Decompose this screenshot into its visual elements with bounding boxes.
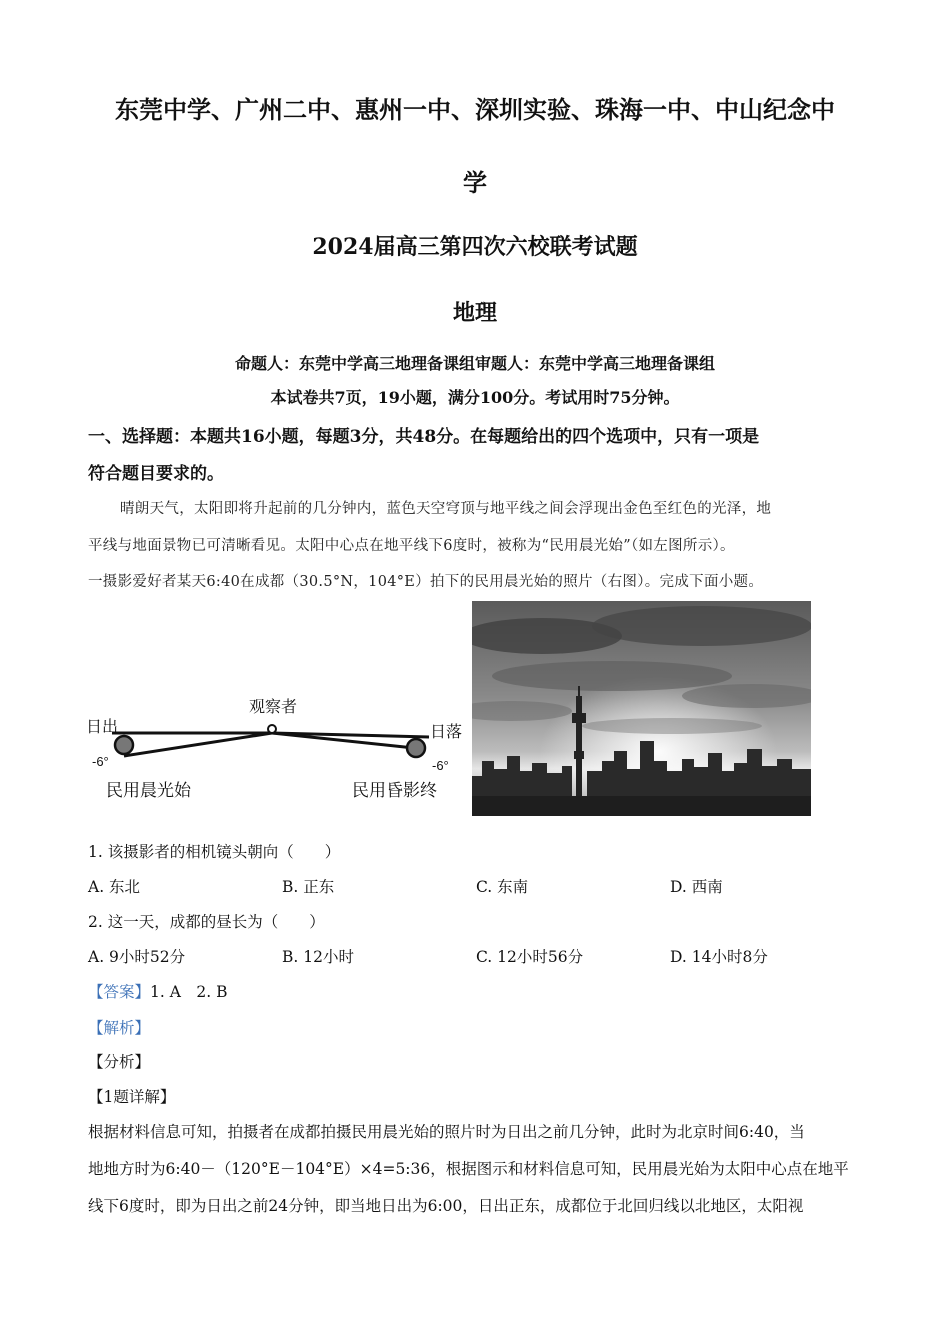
observer-label: 观察者 <box>249 699 298 716</box>
sunset-label: 日落 <box>430 724 463 741</box>
exam-info: 本试卷共7页，19小题，满分100分。考试用时75分钟。 <box>270 388 680 407</box>
material-line2: 平线与地面景物已可清晰看见。太阳中心点在地平线下6度时，被称为“民用晨光始”（如左图所示）。 <box>88 538 735 554</box>
q2-option-d[interactable]: D. 14小时8分 <box>670 948 768 966</box>
subject-title: 地理 <box>452 300 497 326</box>
fenxi-label: 【分析】 <box>88 1053 151 1071</box>
section-heading-line2: 符合题目要求的。 <box>88 464 224 484</box>
chengdu-dawn-photo <box>472 601 811 816</box>
analysis-label: 【解析】 <box>88 1019 151 1037</box>
q1-option-d[interactable]: D. 西南 <box>670 878 723 896</box>
detail-line-1: 根据材料信息可知，拍摄者在成都拍摄民用晨光始的照片时为日出之前几分钟，此时为北京时间6:40，当 <box>88 1123 805 1141</box>
q2-option-b[interactable]: B. 12小时 <box>282 948 354 966</box>
exam-title-line1: 东莞中学、广州二中、惠州一中、深圳实验、珠海一中、中山纪念中 <box>115 95 835 124</box>
q2-option-a[interactable]: A. 9小时52分 <box>88 948 186 966</box>
sunrise-label: 日出 <box>86 719 119 736</box>
detail-line-2: 地地方时为6:40－（120°E－104°E）×4=5:36，根据图示和材料信息可知，民用晨光始为太阳中心点在地平 <box>88 1160 849 1178</box>
answer-line <box>88 980 228 1002</box>
left-caption: 民用晨光始 <box>106 781 191 800</box>
civil-twilight-diagram <box>84 690 464 805</box>
observer-point <box>268 725 276 733</box>
sun-right-icon <box>407 739 425 757</box>
sightline-left <box>124 733 272 756</box>
question-1-stem: 1. 该摄影者的相机镜头朝向（ ） <box>88 843 341 861</box>
material-line3: 一摄影爱好者某天6:40在成都（30.5°N，104°E）拍下的民用晨光始的照片（右图）。完成下面小题。 <box>88 574 764 590</box>
answer-value: 1. A 2. B <box>150 983 228 1001</box>
exam-name: 2024届高三第四次六校联考试题 <box>312 234 638 260</box>
exam-title-line2: 学 <box>463 168 487 197</box>
answer-label: 【答案】 <box>88 983 151 1001</box>
authors-line: 命题人：东莞中学高三地理备课组审题人：东莞中学高三地理备课组 <box>234 354 715 373</box>
question-2-stem: 2. 这一天，成都的昼长为（ ） <box>88 913 325 931</box>
q1-option-c[interactable]: C. 东南 <box>476 878 529 896</box>
section-heading-line1: 一、选择题：本题共16小题，每题3分，共48分。在每题给出的四个选项中，只有一项是 <box>88 427 760 447</box>
q2-option-c[interactable]: C. 12小时56分 <box>476 948 584 966</box>
sun-left-icon <box>115 736 133 754</box>
detail-label: 【1题详解】 <box>88 1088 176 1106</box>
material-line1: 晴朗天气，太阳即将升起前的几分钟内，蓝色天空穹顶与地平线之间会浮现出金色至红色的光泽，地 <box>120 501 772 517</box>
q1-option-a[interactable]: A. 东北 <box>88 878 141 896</box>
q1-option-b[interactable]: B. 正东 <box>282 878 335 896</box>
right-angle-label: -6° <box>432 758 449 773</box>
right-caption: 民用昏影终 <box>352 781 437 800</box>
left-angle-label: -6° <box>92 754 109 769</box>
detail-line-3: 线下6度时，即为日出之前24分钟，即当地日出为6:00，日出正东，成都位于北回归线以北地区，太阳视 <box>88 1197 804 1215</box>
